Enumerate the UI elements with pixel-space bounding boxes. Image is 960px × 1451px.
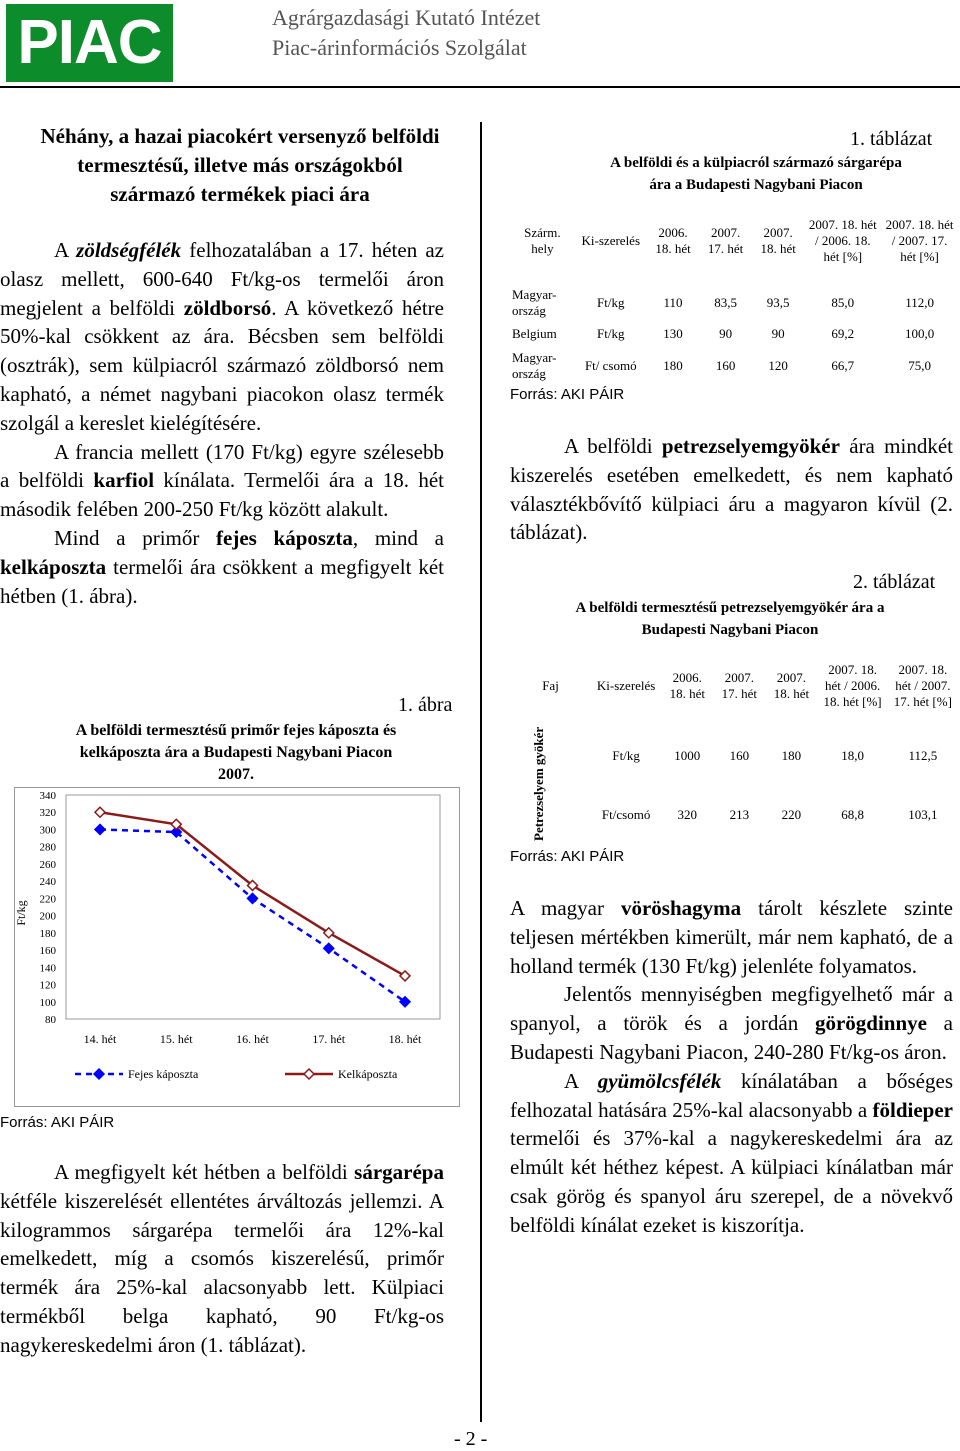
column-divider [480,122,482,1422]
cell: Ft/ csomó [584,358,637,373]
header-pack: Ki-szerelés [596,678,656,693]
x-tick-label: 16. hét [236,1032,269,1046]
cell: Ft/kg [612,748,640,763]
chart-plot-area [66,795,440,1019]
header-c1: 2006. 18. hét [669,670,705,701]
table2 [510,640,958,850]
paragraph-fruits: A gyümölcsfélék kínálatában a bőséges felhozatal hatására 25%-kal alacsonyabb a földieper termelői és 37%-kal a nagykereskedelmi ára az elmúlt két héthez képest. A külpiaci kínálatban már csak görög és spanyol áru szerepel, de a növekvő belföldi kínálat ezeket is kiszorítja. [510,1068,953,1237]
cell: 1000 [674,748,701,763]
cell: 130 [663,326,683,341]
figure-caption: 1. ábra [398,694,453,716]
table1-title: A belföldi és a külpiacról származó sárgarépa ára a Budapesti Nagybani Piacon [610,155,902,193]
paragraph-cauliflower: A francia mellett (170 Ft/kg) egyre szélesebb a belföldi karfiol kínálata. Termelői ára a 18. hét második felében 200-250 Ft/kg között alakult. [0,439,444,522]
cell: 180 [663,358,683,373]
page-number: - 2 - [454,1428,488,1450]
cell: 110 [663,295,683,310]
header-c5: 2007. 18. hét / 2007. 17. hét [%] [885,217,954,264]
series-line-fejes-káposzta [100,829,405,1001]
table-row [510,348,958,384]
cell: 93,5 [766,295,790,310]
header-c4: 2007. 18. hét / 2006. 18. hét [%] [808,217,877,264]
cell: 83,5 [714,295,737,310]
right-text-bottom [510,894,953,1240]
data-point [400,971,410,981]
cell: 68,8 [841,807,864,822]
header-kind: Faj [542,678,559,693]
y-tick-label: 100 [39,996,56,1009]
table-row [510,320,958,348]
y-tick-label: 240 [39,876,56,889]
cell: 90 [771,326,785,341]
cell: 160 [715,358,736,373]
legend-marker [304,1069,314,1079]
cell: 103,1 [908,807,938,822]
cell: Magyar-ország [512,350,557,381]
legend-label: Kelkáposzta [338,1067,398,1081]
paragraph-parsley: A belföldi petrezselyemgyökér ára mindkét kiszerelés esetében emelkedett, és nem kapható választékbővítő külpiaci áru a magyaron kívül (2. táblázat). [510,434,953,545]
y-tick-label: 80 [45,1014,56,1026]
cell: Magyar-ország [512,287,557,318]
cell: 220 [781,807,802,822]
header-c2: 2007. 17. hét [707,225,744,256]
y-tick-label: 140 [39,962,56,975]
cell: 120 [768,358,788,373]
paragraph-onion: A magyar vöröshagyma tárolt készlete szinte teljesen mértékben kimerült, már nem kapható, de a holland termék (130 Ft/kg) jelenléte folyamatos. [510,896,953,978]
table-header-row [510,196,958,286]
cell: 112,0 [905,295,934,310]
cell: 90 [719,326,733,341]
y-tick-label: 280 [39,841,56,854]
header-c2: 2007. 17. hét [721,670,758,701]
cell-kind: Petrezselyem gyökér [531,726,546,841]
header-c3: 2007. 18. hét [773,670,810,701]
paragraph-watermelon: Jelentős mennyiségben megfigyelhető már a spanyol, a török és a jordán görögdinnye a Budapesti Nagybani Piacon, 240-280 Ft/kg-os áron. [510,982,953,1064]
table-row [510,732,958,780]
cell: Ft/kg [597,295,625,310]
left-text-bottom [0,1158,444,1360]
x-tick-label: 15. hét [159,1032,193,1046]
legend-marker [94,1069,104,1079]
line-chart [0,0,480,1120]
article-title: Néhány, a hazai piacokért versenyző belföldi termesztésű, illetve más országokból származó termékek piaci ára [40,124,440,206]
y-axis-label: Ft/kg [14,900,28,926]
cell: 18,0 [841,748,864,763]
table1 [510,196,958,384]
y-tick-label: 260 [39,858,56,871]
y-tick-label: 340 [39,790,56,802]
cell: 69,2 [831,326,855,341]
header-c4: 2007. 18. hét / 2006. 18. hét [%] [823,662,882,709]
table-row [510,286,958,320]
table1-source: Forrás: AKI PÁIR [510,386,625,403]
table2-title: A belföldi termesztésű petrezselyemgyökér ára a Budapesti Nagybani Piacon [575,600,885,638]
cell: Ft/kg [597,326,625,341]
paragraph-vegetables: A zöldségfélék felhozatalában a 17. héten az olasz mellett, 600-640 Ft/kg-os termelői áron megjelent a belföldi zöldborsó. A következő hétre 50%-kal csökkent az ára. Bécsben sem belföldi (osztrák), sem külpiacról származó zöldborsó nem kapható, a német nagybani piacokon olasz termék szolgál a kereslet kielégítésére. [0,238,444,435]
data-point [324,943,334,953]
figure-title: A belföldi termesztésű primőr fejes káposzta és kelkáposzta ára a Budapesti Nagybani Piacon 2007. [75,722,397,783]
cell: 100,0 [904,326,935,341]
paragraph-carrot: A megfigyelt két hétben a belföldi sárgarépa kétféle kiszerelését ellentétes árváltozás jellemzi. A kilogrammos sárgarépa termelői ára 12%-kal emelkedett, míg a csomós kiszerelésű, primőr termék ára 25%-kal alacsonyabb lett. Külpiaci termékből belga kapható, 90 Ft/kg-os nagykereskedelmi áron (1. táblázat). [0,1160,444,1357]
y-tick-label: 220 [39,893,56,906]
cell: 66,7 [831,358,855,373]
data-point [95,807,105,817]
table1-caption: 1. táblázat [850,128,933,150]
x-tick-label: 14. hét [83,1032,117,1046]
table-header-row [510,640,958,732]
paragraph-cabbage: Mind a primőr fejes káposzta, mind a kelkáposzta termelői ára csökkent a megfigyelt két hétben (1. ábra). [0,525,445,608]
cell: 180 [781,748,802,763]
header-c5: 2007. 18. hét / 2007. 17. hét [%] [893,662,952,709]
y-tick-label: 300 [39,824,56,837]
cell: 160 [729,748,750,763]
header-origin: Szárm. hely [524,225,561,256]
y-tick-label: 180 [39,927,56,940]
figure-source: Forrás: AKI PÁIR [0,1114,115,1131]
x-tick-label: 18. hét [388,1032,422,1046]
cell: Belgium [512,326,557,341]
cell: 213 [729,807,750,822]
header-c1: 2006. 18. hét [655,225,691,256]
cell: 112,5 [908,748,938,763]
y-tick-label: 160 [39,945,56,958]
data-point [95,824,105,834]
header-pack: Ki-szerelés [581,233,641,248]
legend-label: Fejes káposzta [128,1067,199,1081]
y-tick-label: 320 [39,807,56,820]
y-tick-label: 200 [39,910,56,923]
institute-name: Agrárgazdasági Kutató Intézet [272,5,541,30]
y-tick-label: 120 [39,979,56,992]
cell: Ft/csomó [601,807,651,822]
header-c3: 2007. 18. hét [760,225,796,256]
data-point [248,893,258,903]
right-text-top [510,432,953,547]
cell: 320 [677,807,698,822]
table2-caption: 2. táblázat [853,571,936,593]
cell: 85,0 [831,295,855,310]
plot-border [66,795,440,1019]
x-tick-label: 17. hét [312,1032,346,1046]
service-name: Piac-árinformációs Szolgálat [272,35,527,60]
table2-source: Forrás: AKI PÁIR [510,848,625,865]
piac-logo: PIAC [6,4,173,82]
cell: 75,0 [908,358,931,373]
